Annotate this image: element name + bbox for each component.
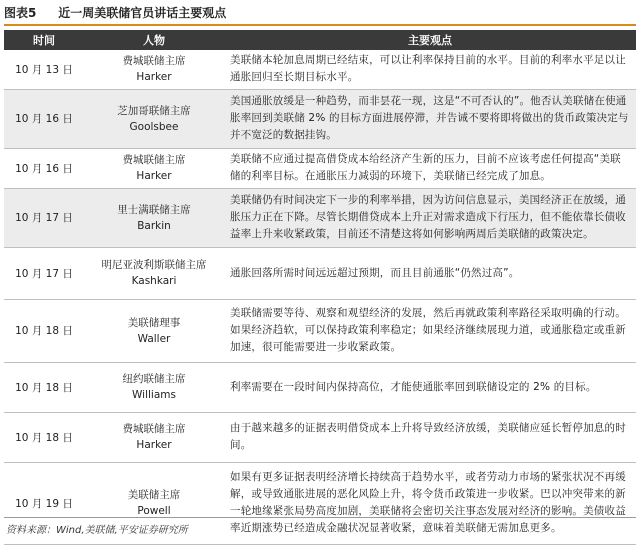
table-row [4, 412, 636, 462]
row-view: 美联储不应通过提高借贷成本给经济产生新的压力，目前不应该考虑任何提高“美联储的利率目标。在通胀压力减弱的环境下，美联储已经完成了加息。 [224, 148, 636, 188]
person-title: 里士满联储主席 [117, 203, 191, 216]
table-row [4, 89, 636, 148]
row-view: 美联储需要等待、观察和观望经济的发展，然后再就政策利率路径采取明确的行动。如果经济趋软，可以保持政策利率稳定；如果经济继续展现力道，或通胀稳定或重新加速，很可能需要进一步收紧政策。 [224, 299, 636, 362]
table-row [4, 188, 636, 247]
row-date: 10 月 18 日 [4, 299, 84, 362]
table-header-row [4, 30, 636, 50]
row-view: 通胀回落所需时间远远超过预期，而且目前通胀“仍然过高”。 [224, 247, 636, 299]
person-name: Harker [136, 170, 172, 182]
row-person [84, 188, 224, 247]
figure-title-bar [4, 2, 636, 26]
row-person [84, 148, 224, 188]
person-name: Harker [136, 71, 172, 84]
row-view: 美联储本轮加息周期已经结束，可以让利率保持目前的水平。目前的利率水平足以让通胀回归至长期目标水平。 [224, 50, 636, 89]
person-name: Waller [137, 332, 171, 345]
row-date: 10 月 16 日 [4, 148, 84, 188]
row-date: 10 月 19 日 [4, 462, 84, 544]
row-view: 利率需要在一段时间内保持高位，才能使通胀率回到联储设定的 2% 的目标。 [224, 362, 636, 412]
row-date: 10 月 17 日 [4, 247, 84, 299]
table-row [4, 362, 636, 412]
row-date: 10 月 17 日 [4, 188, 84, 247]
row-person [84, 412, 224, 462]
person-name: Harker [136, 439, 172, 451]
person-title: 纽约联储主席 [122, 373, 186, 385]
person-name: Goolsbee [129, 120, 179, 133]
row-date: 10 月 13 日 [4, 50, 84, 89]
row-date: 10 月 16 日 [4, 89, 84, 148]
row-view: 美国通胀放缓是一种趋势，而非昙花一现，这是“不可否认的”。他否认美联储在使通胀率回到美联储 2% 的目标方面进展停滞，并告诫不要将即将做出的货币政策决定与并不宽泛的数据挂钩。 [224, 89, 636, 148]
row-date: 10 月 18 日 [4, 362, 84, 412]
header-view: 主要观点 [224, 30, 636, 50]
officials-speech-table [4, 30, 636, 545]
person-name: Williams [132, 389, 176, 401]
person-title: 明尼亚波利斯联储主席 [101, 259, 207, 271]
table-row [4, 50, 636, 89]
row-person [84, 362, 224, 412]
source-note: 资料来源：Wind,美联储,平安证券研究所 [6, 525, 188, 536]
person-name: Barkin [137, 219, 171, 232]
person-title: 费城联储主席 [122, 154, 186, 166]
person-title: 费城联储主席 [122, 55, 186, 68]
row-person [84, 299, 224, 362]
header-date: 时间 [4, 30, 84, 50]
header-person: 人物 [84, 30, 224, 50]
figure-title: 近一周美联储官员讲话主要观点 [58, 6, 227, 20]
row-view: 美联储仍有时间决定下一步的利率举措，因为访问信息显示，美国经济正在放缓，通胀压力正在下降。尽管长期借贷成本上升正对需求造成下行压力，但不能依靠长债收益率上升来收紧政策，目前还不清楚这将如何影响两周后美联储的政策决定。 [224, 188, 636, 247]
row-person [84, 50, 224, 89]
person-name: Powell [137, 505, 171, 517]
row-date: 10 月 18 日 [4, 412, 84, 462]
table-bottom-rule [4, 517, 636, 518]
person-title: 芝加哥联储主席 [117, 104, 191, 117]
person-title: 美联储理事 [127, 316, 181, 329]
figure-label: 图表5 [4, 6, 37, 20]
person-title: 费城联储主席 [122, 423, 186, 435]
row-person [84, 89, 224, 148]
row-view: 由于越来越多的证据表明借贷成本上升将导致经济放缓，美联储应延长暂停加息的时间。 [224, 412, 636, 462]
table-row [4, 247, 636, 299]
table-row [4, 299, 636, 362]
person-name: Kashkari [131, 275, 177, 287]
person-title: 美联储主席 [127, 489, 181, 501]
row-view: 如果有更多证据表明经济增长持续高于趋势水平，或者劳动力市场的紧张状况不再缓解，或导致通胀进展的恶化风险上升，将令货币政策进一步收紧。巴以冲突带来的新一轮地缘紧张局势高度加剧，美联储将会密切关注事态发展对经济的影响。美债收益率近期涨势已经造成金融状况显著收紧，意味着美联储无需加息更多。 [224, 462, 636, 544]
row-person [84, 247, 224, 299]
table-row [4, 148, 636, 188]
